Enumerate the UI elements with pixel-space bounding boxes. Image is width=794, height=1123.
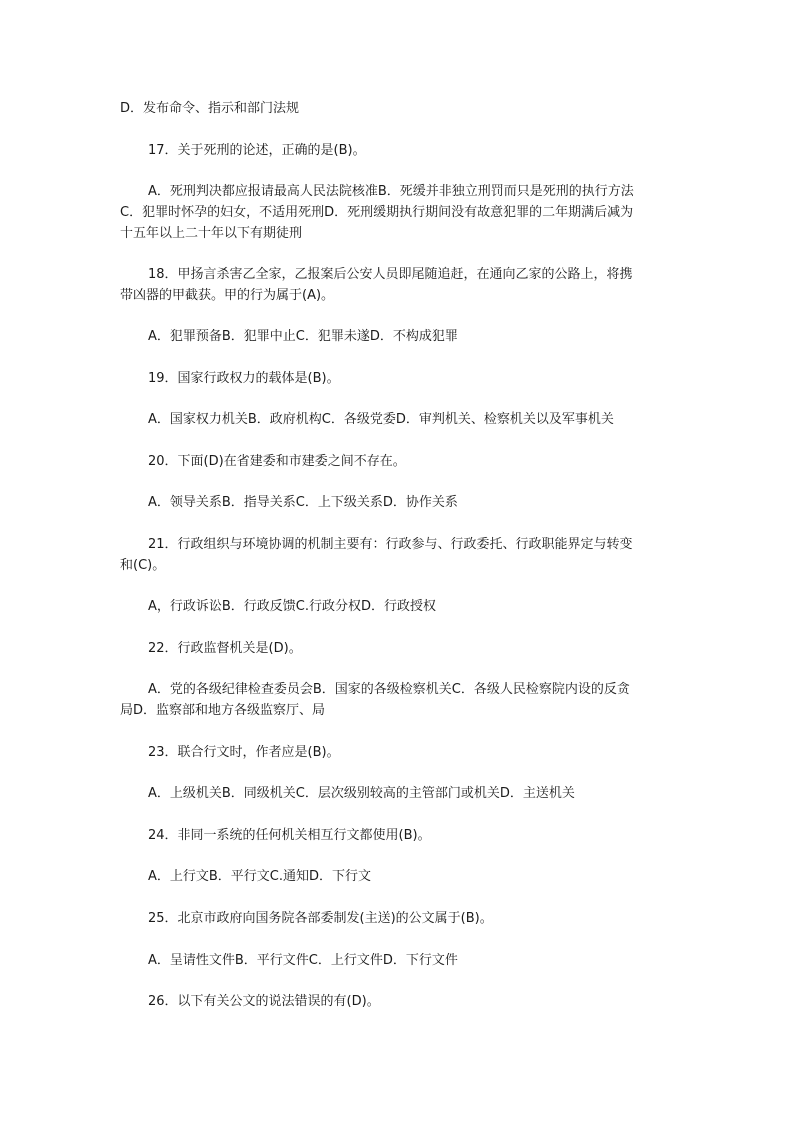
- question-19: 19．国家行政权力的载体是(B)。: [148, 371, 340, 386]
- options-20: A．领导关系B．指导关系C．上下级关系D．协作关系: [148, 495, 458, 510]
- options-19: A．国家权力机关B．政府机构C．各级党委D．审判机关、检察机关以及军事机关: [148, 412, 614, 427]
- question-22: 22．行政监督机关是(D)。: [148, 641, 302, 656]
- options-22-line-2: 局D．监察部和地方各级监察厅、局: [120, 703, 326, 718]
- options-17-line-3: 十五年以上二十年以下有期徒刑: [120, 226, 303, 241]
- options-17-line-1: A．死刑判决都应报请最高人民法院核准B．死缓并非独立刑罚而只是死刑的执行方法: [148, 184, 634, 199]
- options-24: A．上行文B．平行文C.通知D．下行文: [148, 869, 372, 884]
- question-21-line-1: 21．行政组织与环境协调的机制主要有：行政参与、行政委托、行政职能界定与转变: [148, 537, 633, 552]
- question-17: 17．关于死刑的论述，正确的是(B)。: [148, 143, 366, 158]
- question-18-line-1: 18．甲扬言杀害乙全家，乙报案后公安人员即尾随追赶，在通向乙家的公路上，将携: [148, 267, 633, 282]
- question-21-line-2: 和(C)。: [120, 558, 166, 573]
- question-23: 23．联合行文时，作者应是(B)。: [148, 745, 340, 760]
- options-22-line-1: A．党的各级纪律检查委员会B．国家的各级检察机关C．各级人民检察院内设的反贪: [148, 682, 630, 697]
- question-20: 20．下面(D)在省建委和市建委之间不存在。: [148, 454, 406, 469]
- question-25: 25．北京市政府向国务院各部委制发(主送)的公文属于(B)。: [148, 911, 493, 926]
- options-23: A．上级机关B．同级机关C．层次级别较高的主管部门或机关D．主送机关: [148, 786, 575, 801]
- question-18-line-2: 带凶器的甲截获。甲的行为属于(A)。: [120, 288, 335, 303]
- options-21: A，行政诉讼B．行政反馈C.行政分权D．行政授权: [148, 599, 437, 614]
- question-24: 24．非同一系统的任何机关相互行文都使用(B)。: [148, 828, 431, 843]
- options-25: A．呈请性文件B．平行文件C．上行文件D．下行文件: [148, 953, 458, 968]
- option-line: D．发布命令、指示和部门法规: [120, 101, 300, 116]
- options-18: A．犯罪预备B．犯罪中止C．犯罪未遂D．不构成犯罪: [148, 329, 458, 344]
- options-17-line-2: C．犯罪时怀孕的妇女，不适用死刑D．死刑缓期执行期间没有故意犯罪的二年期满后减为: [120, 205, 634, 220]
- question-26: 26．以下有关公文的说法错误的有(D)。: [148, 994, 380, 1009]
